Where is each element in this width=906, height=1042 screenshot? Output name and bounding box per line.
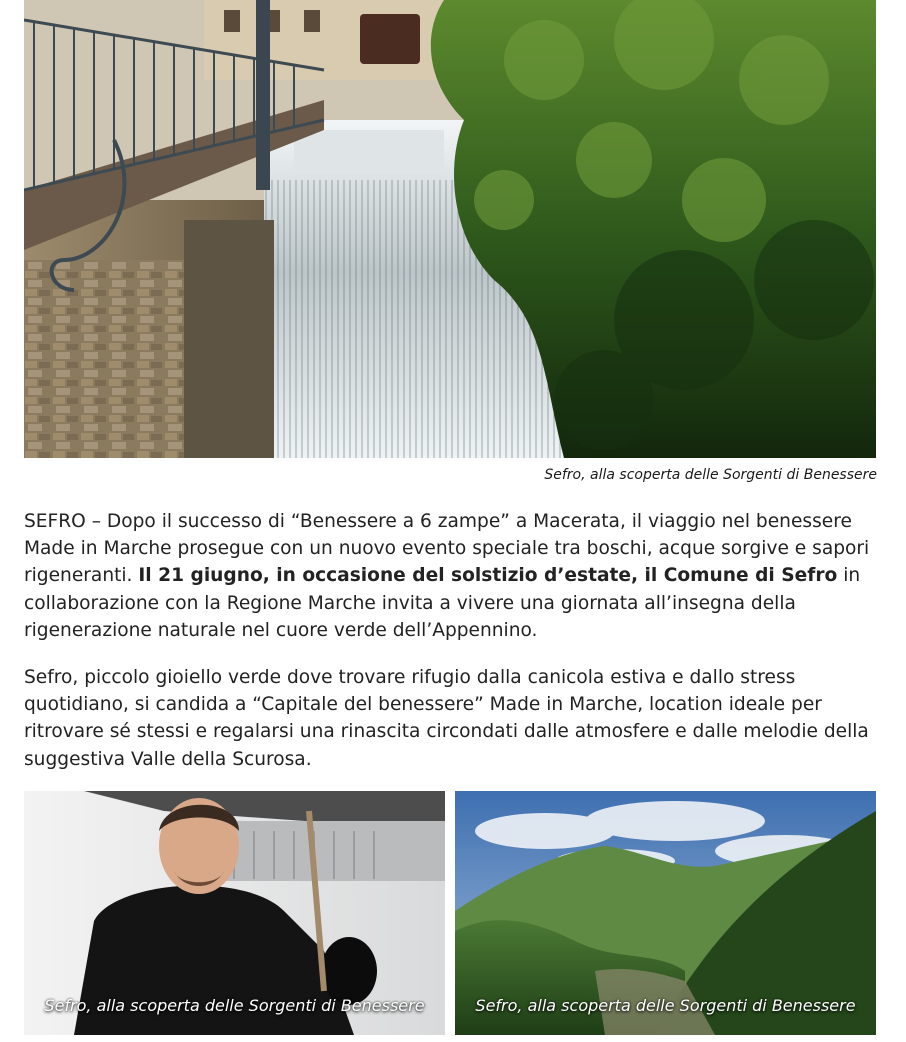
p1-text-b: in collaborazione con la Regione Marche invita a vivere una giornata all’insegna della rigenerazione naturale nel cuore verde dell’Appennino. [24,565,861,641]
image-gallery [24,791,876,1035]
gallery-caption-2: Sefro, alla scoperta delle Sorgenti di Benessere [475,996,856,1015]
gallery-caption-1: Sefro, alla scoperta delle Sorgenti di Benessere [44,996,425,1015]
hero-caption: Sefro, alla scoperta delle Sorgenti di Benessere [544,467,877,483]
paragraph-1 [24,508,884,644]
article-body [24,508,884,793]
p1-bold: Il 21 giugno, in occasione del solstizio d’estate, il Comune di Sefro [138,565,838,587]
p1-text-a: SEFRO – Dopo il successo di “Benessere a 6 zampe” a Macerata, il viaggio nel benessere Made in Marche prosegue con un nuovo evento speciale tra boschi, acque sorgive e sapori rigeneranti. [24,511,870,587]
gallery-item-valley[interactable] [455,791,876,1035]
paragraph-2: Sefro, piccolo gioiello verde dove trovare rifugio dalla canicola estiva e dallo stress quotidiano, si candida a “Capitale del benessere” Made in Marche, location ideale per ritrovare sé stessi e regalarsi una rinascita circondati dalle atmosfere e dalle melodie della suggestiva Valle della Scurosa. [24,667,869,770]
waterfall-photo [24,0,876,458]
gallery-item-chef[interactable] [24,791,445,1035]
hero-image [24,0,876,458]
